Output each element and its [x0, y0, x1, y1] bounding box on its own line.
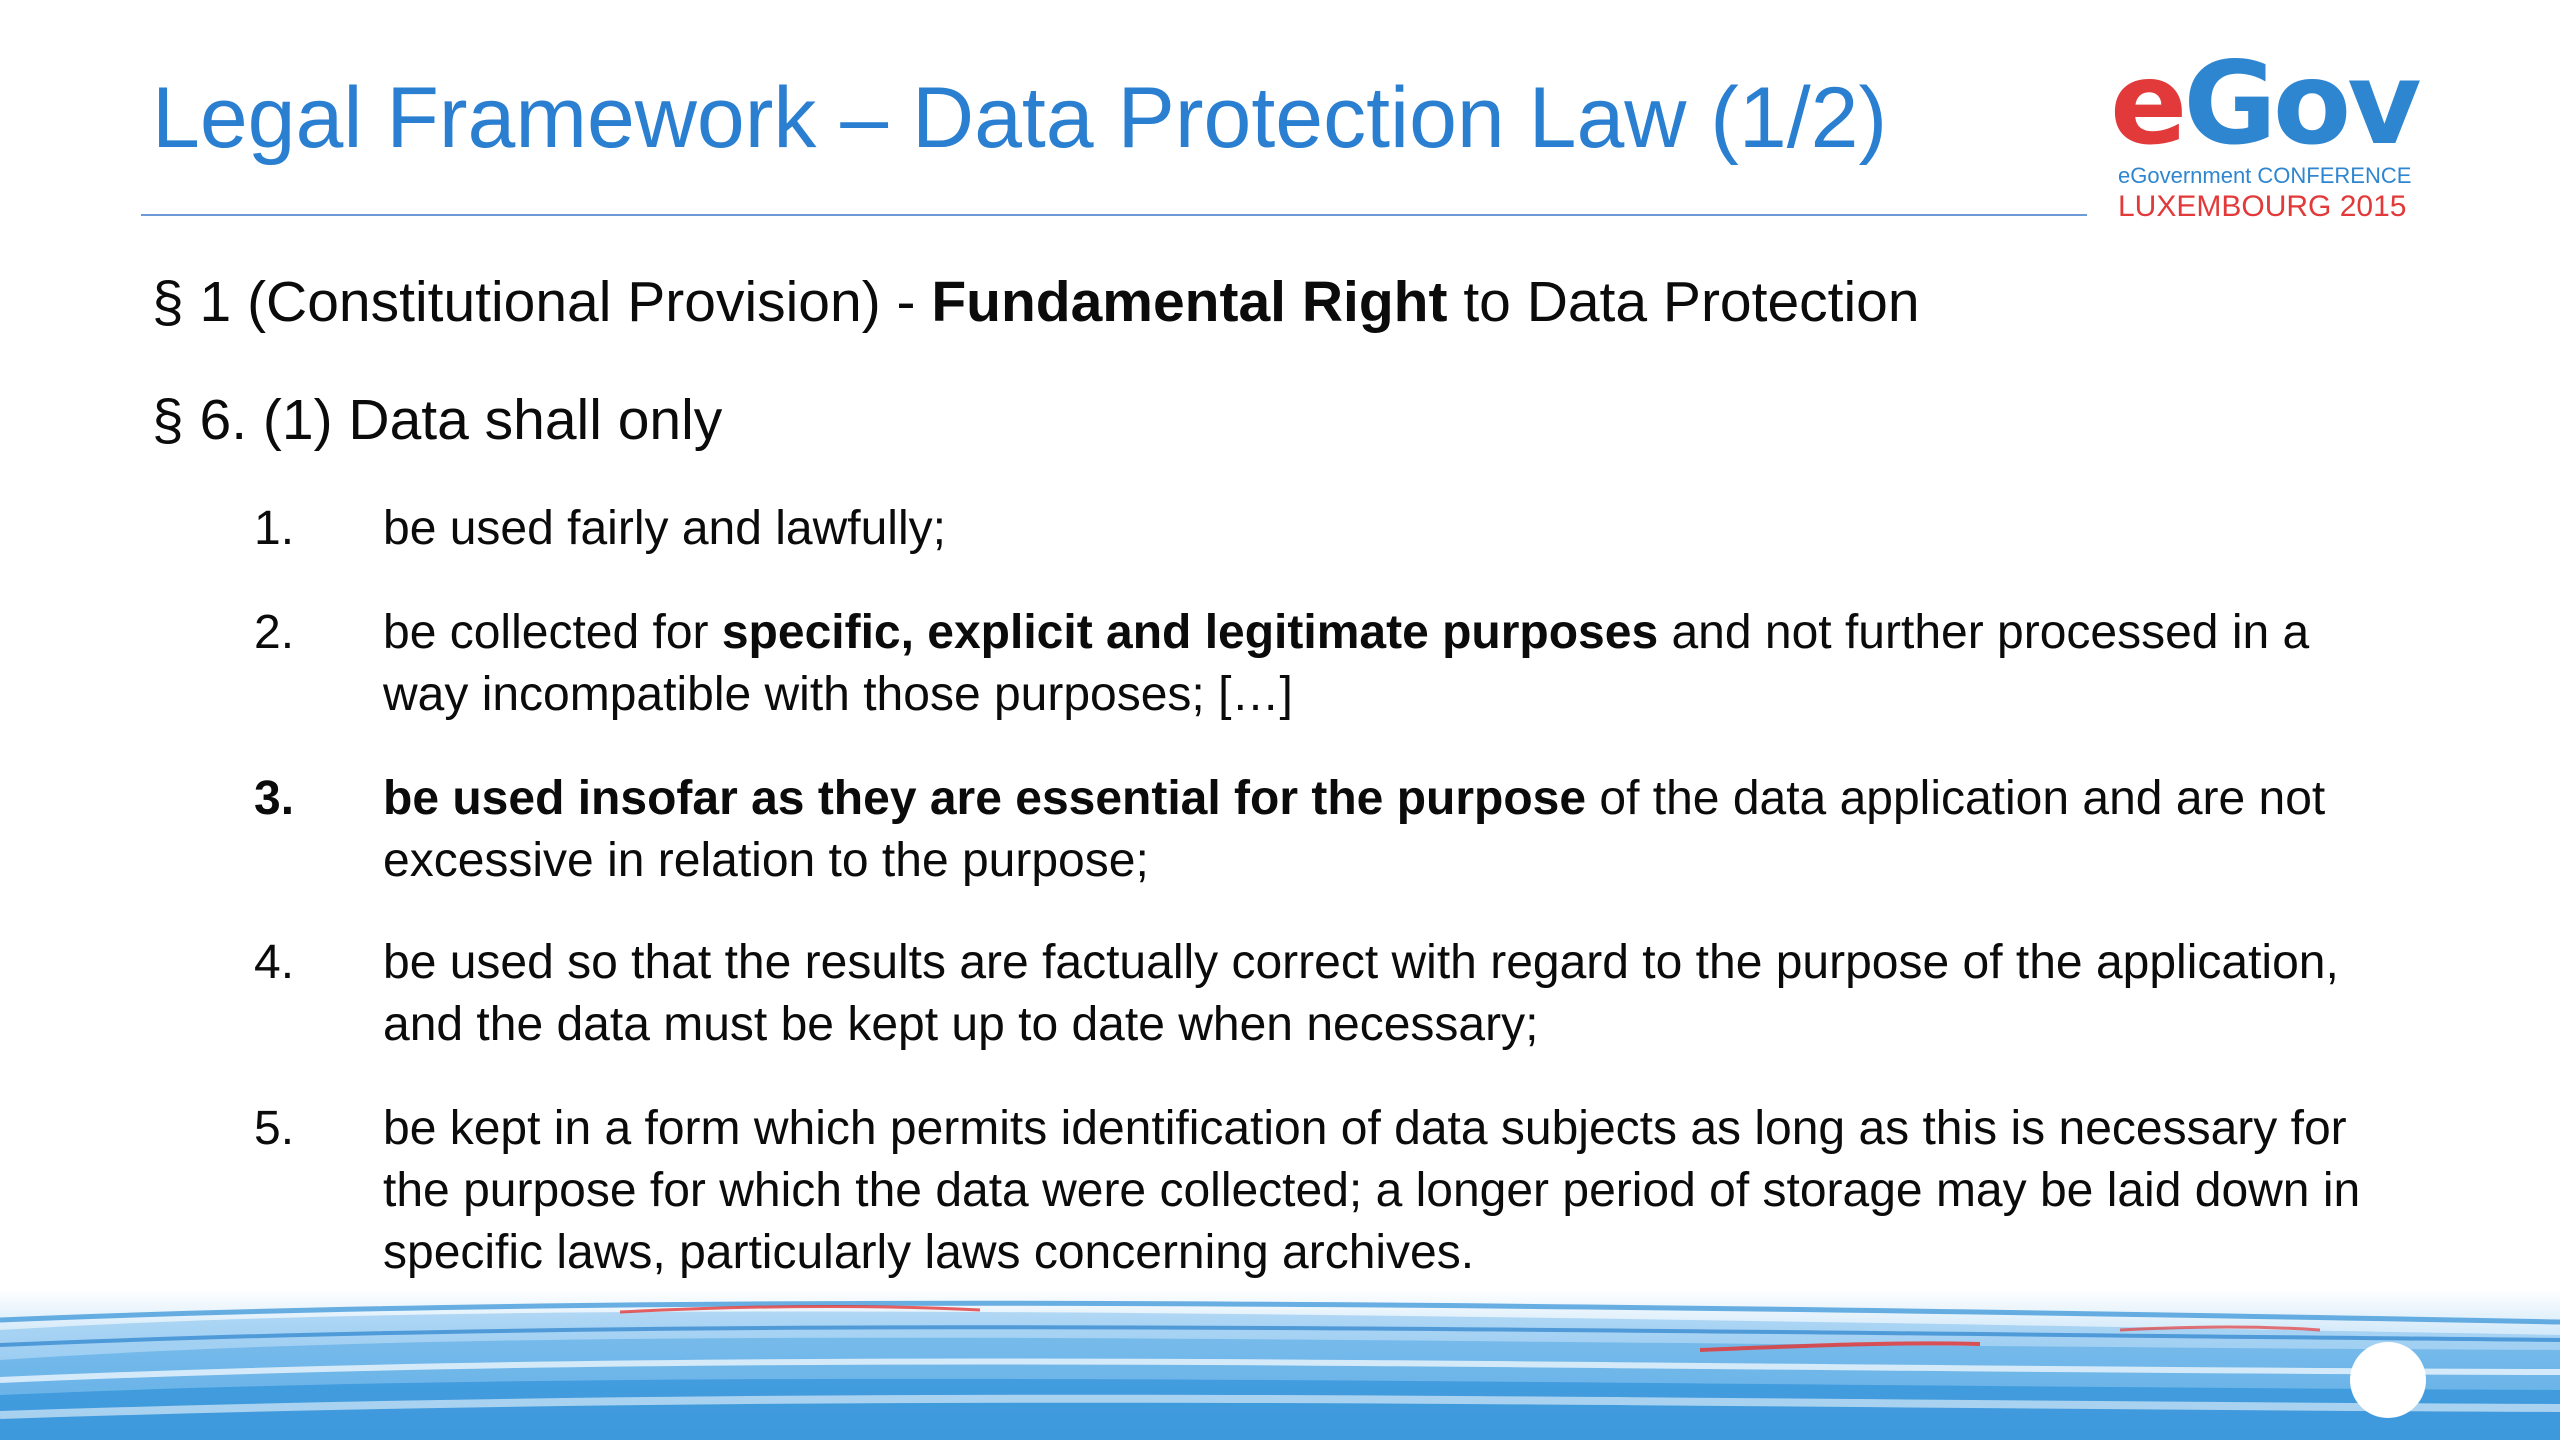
list-item-number: 3. — [254, 772, 295, 825]
logo-e: e — [2110, 37, 2184, 170]
item4-text: be used so that the results are factually correct with regard to the purpose of the application, and the data must be kept up to date when necessary; — [383, 936, 2339, 1051]
item2-pre: be collected for — [383, 606, 722, 659]
logo-subtitle-location: LUXEMBOURG 2015 — [2118, 190, 2407, 223]
list-item-number: 5. — [254, 1102, 295, 1155]
item2-post: and not further processed in a way incompatible with those purposes; […] — [383, 606, 2310, 721]
decorative-wave-banner — [0, 1290, 2560, 1440]
paragraph-section-6: § 6. (1) Data shall only — [152, 388, 723, 452]
item1-text: be used fairly and lawfully; — [383, 502, 946, 555]
list-item-text — [383, 1098, 2403, 1284]
list-item-number: 1. — [254, 502, 295, 555]
egov-logo — [2100, 37, 2440, 230]
title-divider — [141, 214, 2087, 216]
list-item-number: 2. — [254, 606, 295, 659]
para1-prefix: § 1 (Constitutional Provision) - — [152, 270, 932, 334]
list-item-text — [383, 932, 2403, 1056]
paragraph-constitutional — [152, 265, 1920, 339]
logo-gov: Gov — [2183, 37, 2418, 170]
list-item-text — [383, 498, 2403, 560]
logo-subtitle: eGovernment CONFERENCE — [2118, 163, 2412, 188]
item5-text: be kept in a form which permits identification of data subjects as long as this is necessary for the purpose for which the data were collected; a longer period of storage may be laid down in specific laws, particularly laws concerning archives. — [383, 1102, 2361, 1279]
item2-bold: specific, explicit and legitimate purposes — [721, 606, 1659, 659]
slide-title: Legal Framework – Data Protection Law (1/2) — [152, 70, 1888, 166]
para1-suffix: to Data Protection — [1447, 270, 1920, 334]
list-item-text — [383, 768, 2403, 892]
item3-post: of the data application and are not excessive in relation to the purpose; — [383, 772, 2326, 887]
item3-bold: be used insofar as they are essential for the purpose — [383, 772, 1587, 825]
logo-wordmark — [2110, 37, 2418, 170]
list-item-text — [383, 602, 2403, 726]
list-item-number: 4. — [254, 936, 295, 989]
para1-bold: Fundamental Right — [931, 270, 1448, 334]
